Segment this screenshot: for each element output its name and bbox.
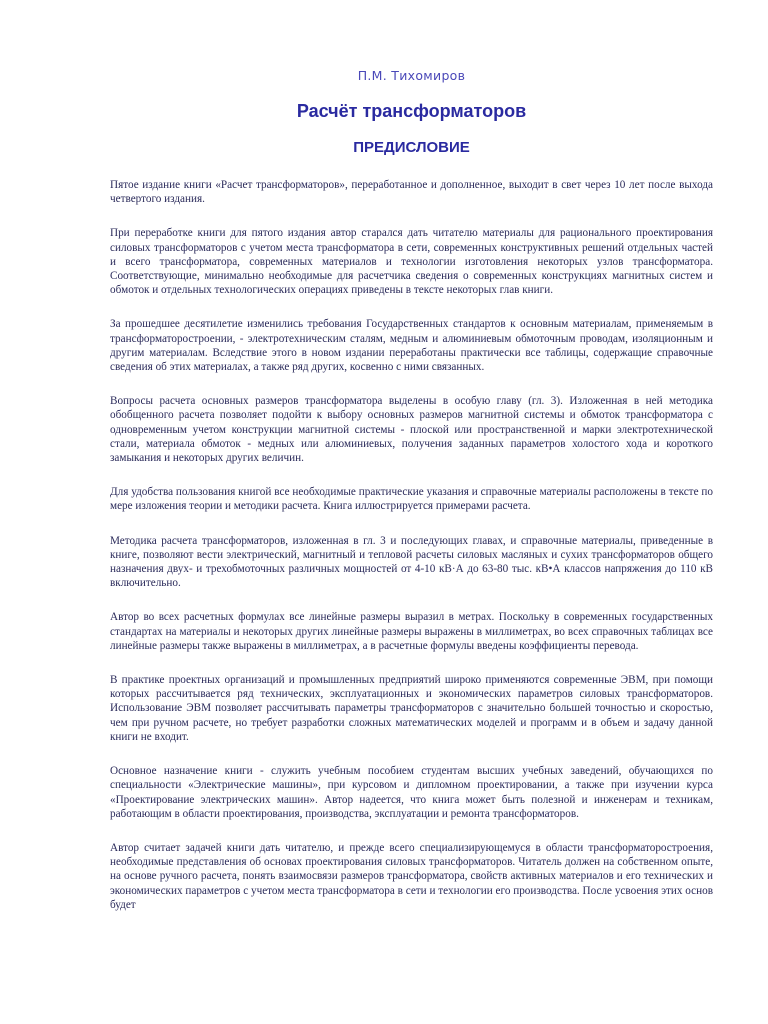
- body-text: [110, 178, 713, 912]
- paragraph: Вопросы расчета основных размеров трансформатора выделены в особую главу (гл. 3). Изложенная в ней методика обобщенного расчета позволяет подойти к выбору основных размеров магнитной системы и обмоток трансформатора с одновременным учетом конструкции магнитной системы - плоской или пространственной и марки электротехнической стали, материала обмоток - медных или алюминиевых, получения заданных параметров холостого хода и короткого замыкания и некоторых других величин.: [110, 395, 713, 465]
- paragraph: Для удобства пользования книгой все необходимые практические указания и справочные материалы расположены в тексте по мере изложения теории и методики расчета. Книга иллюстрируется примерами расчета.: [110, 486, 713, 513]
- paragraph: За прошедшее десятилетие изменились требования Государственных стандартов к основным материалам, применяемым в трансформаторостроении, - электротехническим сталям, медным и алюминиевым обмоточным проводам, изоляционным и другим материалам. Вследствие этого в новом издании переработаны практически все таблицы, содержащие справочные сведения об этих материалах, а также ряд других, косвенно с ними связанных.: [110, 318, 713, 374]
- paragraph: Пятое издание книги «Расчет трансформаторов», переработанное и дополненное, выходит в свет через 10 лет после выхода четвертого издания.: [110, 179, 713, 206]
- author-name: П.М. Тихомиров: [357, 68, 466, 83]
- paragraph: Методика расчета трансформаторов, изложенная в гл. 3 и последующих главах, и справочные материалы, приведенные в книге, позволяют вести электрический, магнитный и тепловой расчеты силовых масляных и сухих трансформаторов общего назначения двух- и трехобмоточных различных мощностей от 4-10 кВ·А до 63-80 тыс. кВ•А классов напряжения до 110 кВ включительно.: [110, 534, 713, 590]
- section-heading: ПРЕДИСЛОВИЕ: [353, 139, 470, 156]
- paragraph: Основное назначение книги - служить учебным пособием студентам высших учебных заведений, обучающихся по специальности «Электрические машины», при курсовом и дипломном проектировании, а также при изучении курса «Проектирование электрических машин». Автор надеется, что книга может быть полезной и инженерам и техникам, работающим в области проектирования, производства, эксплуатации и ремонта трансформаторов.: [110, 765, 713, 820]
- book-title: Расчёт трансформаторов: [296, 101, 527, 121]
- paragraph: При переработке книги для пятого издания автор старался дать читателю материалы для рационального проектирования силовых трансформаторов с учетом места трансформатора в сети, современных конструктивных решений отдельных частей и всего трансформатора, современных материалов и технологии изготовления некоторых узлов трансформатора. Соответствующие, минимально необходимые для расчетчика сведения о современных конструкциях магнитных систем и обмоток и отдельных технологических операциях приведены в тексте некоторых глав книги.: [110, 227, 713, 297]
- paragraph: Автор во всех расчетных формулах все линейные размеры выразил в метрах. Поскольку в современных государственных стандартах на материалы и некоторых других линейные размеры выражены в миллиметрах, во всех справочных таблицах все линейные размеры также выражены в миллиметрах, а в расчетные формулы введены коэффициенты перевода.: [110, 611, 713, 652]
- paragraph: В практике проектных организаций и промышленных предприятий широко применяются современные ЭВМ, при помощи которых рассчитывается ряд технических, эксплуатационных и экономических параметров силовых трансформаторов. Использование ЭВМ позволяет рассчитывать параметры трансформаторов с значительно большей точностью и скоростью, чем при ручном расчете, но требует разработки сложных математических моделей и программ и в объем и задачу данной книги не входит.: [110, 674, 713, 743]
- paragraph: Автор считает задачей книги дать читателю, и прежде всего специализирующемуся в области трансформаторостроения, необходимые представления об основах проектирования силовых трансформаторов. Читатель должен на собственном опыте, на основе ручного расчета, понять взаимосвязи размеров трансформатора, свойств активных материалов и его технических и экономических параметров с учетом места трансформатора в сети и технологии его производства. После усвоения этих основ будет: [110, 841, 713, 911]
